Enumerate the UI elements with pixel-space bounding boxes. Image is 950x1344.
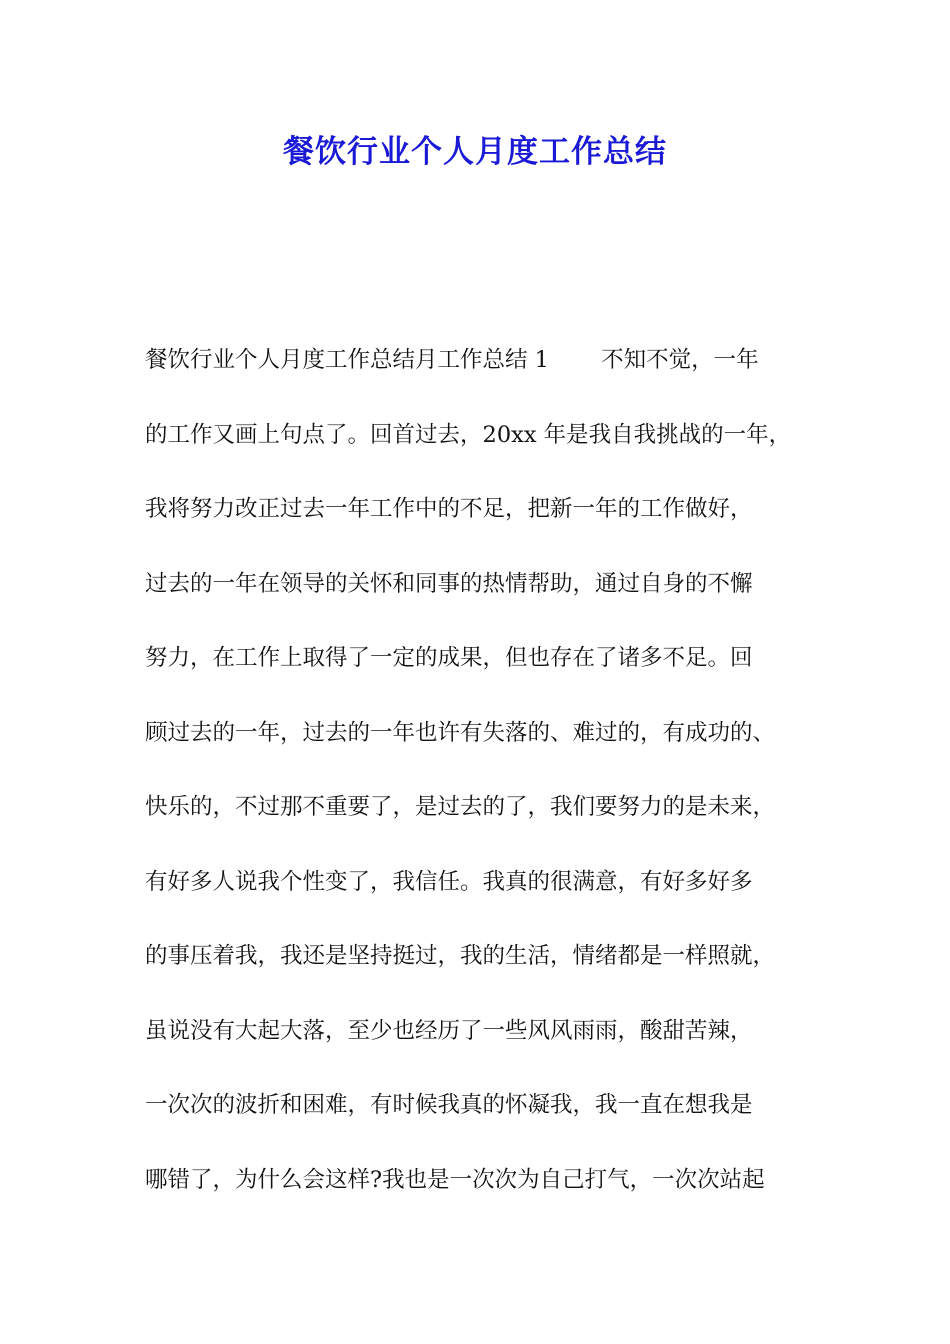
body-line: 哪错了，为什么会这样?我也是一次次为自己打气，一次次站起 bbox=[145, 1166, 765, 1193]
body-line: 过去的一年在领导的关怀和同事的热情帮助，通过自身的不懈 bbox=[145, 570, 753, 597]
document-body bbox=[145, 338, 845, 1232]
body-line: 顾过去的一年，过去的一年也许有失落的、难过的，有成功的、 bbox=[145, 719, 776, 746]
body-line: 我将努力改正过去一年工作中的不足，把新一年的工作做好， bbox=[145, 496, 753, 522]
body-line: 有好多人说我个性变了，我信任。我真的很满意，有好多好多 bbox=[145, 868, 753, 895]
body-line: 的事压着我，我还是坚持挺过，我的生活，情绪都是一样照就， bbox=[145, 943, 776, 969]
body-line: 虽说没有大起大落，至少也经历了一些风风雨雨，酸甜苦辣， bbox=[145, 1017, 753, 1044]
body-line: 的工作又画上句点了。回首过去，20xx 年是我自我挑战的一年， bbox=[145, 421, 792, 448]
body-line: 快乐的，不过那不重要了，是过去的了，我们要努力的是未来， bbox=[145, 794, 776, 820]
body-line: 一次次的波折和困难，有时候我真的怀凝我，我一直在想我是 bbox=[145, 1092, 753, 1118]
document-title: 餐饮行业个人月度工作总结 bbox=[283, 134, 667, 170]
body-line: 努力，在工作上取得了一定的成果，但也存在了诸多不足。回 bbox=[145, 645, 753, 671]
body-line: 餐饮行业个人月度工作总结月工作总结 1 不知不觉，一年 bbox=[145, 347, 759, 373]
